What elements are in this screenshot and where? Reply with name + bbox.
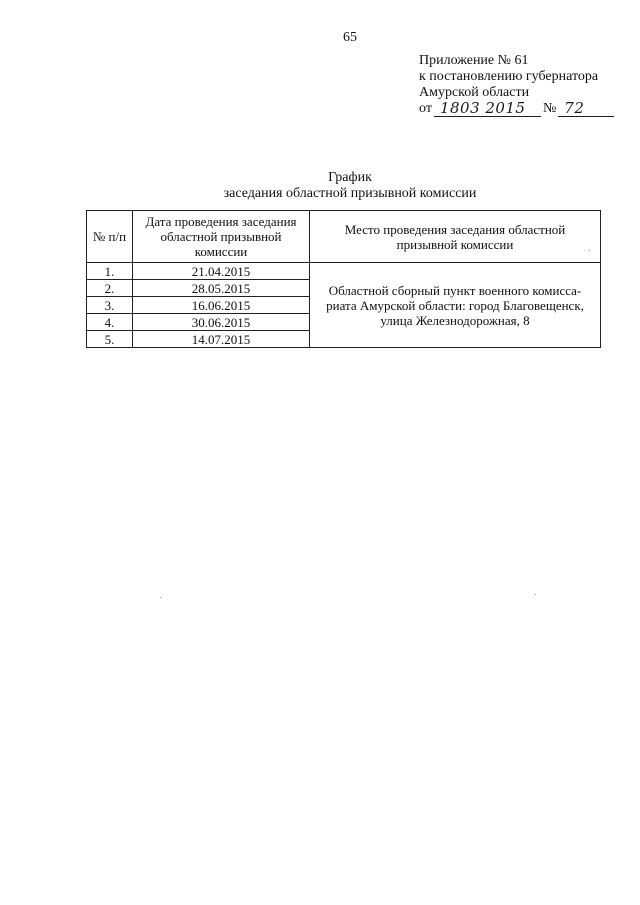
appendix-region: Амурской области: [419, 85, 530, 100]
row-num: 1.: [87, 263, 133, 280]
from-label: от: [419, 101, 432, 116]
row-date: 14.07.2015: [133, 331, 310, 348]
row-date: 30.06.2015: [133, 314, 310, 331]
table-row: [87, 263, 601, 280]
row-date: 21.04.2015: [133, 263, 310, 280]
meeting-place-text: Областной сборный пункт военного комисса-риата Амурской области: город Благовещенск, улица Железнодорожная, 8: [326, 282, 584, 328]
title-subheading: заседания областной призывной комиссии: [223, 186, 477, 201]
appendix-date-number-line: [419, 101, 614, 117]
table-header-row: [87, 211, 601, 263]
appendix-title: Приложение № 61: [419, 53, 529, 68]
appendix-decree-ref: к постановлению губернатора: [419, 69, 599, 84]
title-heading: График: [328, 170, 372, 185]
scan-speck: [535, 594, 536, 595]
handwritten-number: 72: [558, 102, 614, 117]
meeting-place: [310, 263, 601, 348]
row-num: 5.: [87, 331, 133, 348]
page-number: 65: [343, 30, 357, 45]
scan-speck: [160, 597, 161, 598]
row-num: 2.: [87, 280, 133, 297]
schedule-table: [86, 210, 601, 348]
number-label: №: [542, 101, 557, 116]
document-title: [0, 170, 640, 202]
row-num: 3.: [87, 297, 133, 314]
handwritten-date: 1803 2015: [434, 102, 541, 117]
appendix-block: [419, 53, 614, 117]
row-num: 4.: [87, 314, 133, 331]
scan-speck: [589, 250, 590, 251]
row-date: 28.05.2015: [133, 280, 310, 297]
header-num: № п/п: [87, 211, 133, 263]
header-date: Дата проведения заседания областной призывной комиссии: [133, 211, 310, 263]
row-date: 16.06.2015: [133, 297, 310, 314]
header-place: Место проведения заседания областной призывной комиссии: [310, 211, 601, 263]
